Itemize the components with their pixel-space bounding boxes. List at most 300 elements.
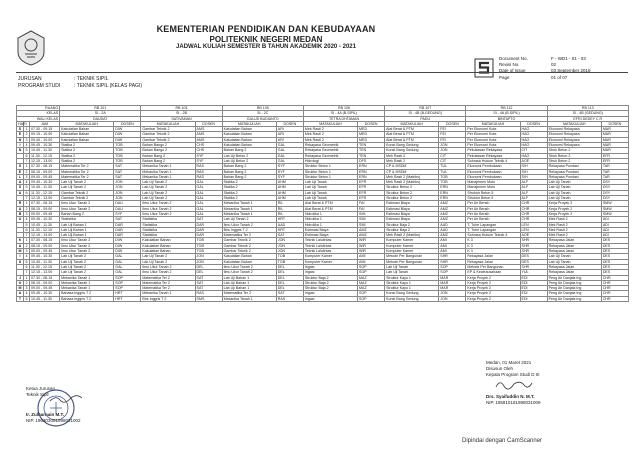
- period-number: 7: [24, 270, 30, 275]
- lecturer-cell: SIM: [358, 217, 385, 222]
- lecturer-cell: RIL: [276, 201, 303, 206]
- period-number: 4: [24, 143, 30, 148]
- lecturer-cell: SHR: [439, 254, 466, 259]
- lecturer-cell: RIL: [276, 211, 303, 216]
- lecturer-cell: TUL: [439, 164, 466, 169]
- course-cell: Kakulatian Bahan: [60, 137, 114, 142]
- course-cell: Mekanika Tanah 1: [60, 275, 114, 280]
- sign-right-dept: Kepala Program Studi D III: [486, 372, 540, 377]
- lecturer-cell: JON: [195, 254, 222, 259]
- header-cell: SI - 4A (B.SIPIL): [466, 111, 547, 116]
- course-cell: Lab Uji Beton 2: [222, 158, 276, 163]
- course-cell: Statika 2: [222, 196, 276, 201]
- header-cell: RB 104: [141, 106, 222, 111]
- lecturer-cell: HAO: [520, 153, 547, 158]
- course-cell: Rekayasa Jalan: [547, 249, 601, 254]
- lecturer-cell: FEI: [439, 132, 466, 137]
- time-slot: 08.15 - 09.00: [30, 243, 60, 248]
- course-cell: EP & Kewirausahaan: [466, 270, 520, 275]
- period-number: 6: [24, 153, 30, 158]
- lecturer-cell: JON: [114, 190, 141, 195]
- matakuliah-label: MATAKULIAH: [60, 121, 114, 126]
- lecturer-cell: ERN: [439, 185, 466, 190]
- lecturer-cell: RAS: [195, 291, 222, 296]
- header-cell: SI - 2B: [141, 111, 222, 116]
- course-cell: Per Air Bersih: [466, 217, 520, 222]
- lecturer-cell: AMS: [195, 137, 222, 142]
- period-number: 3: [24, 211, 30, 216]
- time-slot: 10.45 - 11.30: [30, 296, 60, 301]
- lecturer-cell: FEI: [439, 127, 466, 132]
- lecturer-cell: JON: [114, 196, 141, 201]
- lecturer-cell: DEL: [276, 275, 303, 280]
- lecturer-cell: EDI: [520, 291, 547, 296]
- lecturer-cell: SIM: [358, 222, 385, 227]
- course-cell: Gambar Teknik 2: [141, 137, 195, 142]
- lecturer-cell: DES: [520, 259, 547, 264]
- document-header: [66, 24, 466, 52]
- course-cell: Lab Uji Tanah: [385, 270, 439, 275]
- lecturer-cell: DAR: [114, 233, 141, 238]
- lecturer-cell: DIW: [114, 238, 141, 243]
- signature-block-left: [26, 386, 80, 424]
- lecturer-cell: EDI: [520, 286, 547, 291]
- time-slot: 11.30 - 12.15: [30, 190, 60, 195]
- course-cell: Kakulatian Bahan: [222, 127, 276, 132]
- course-cell: Kerja Proyek 2: [466, 291, 520, 296]
- lecturer-cell: MAR: [439, 286, 466, 291]
- period-number: 3: [24, 137, 30, 142]
- day-letter: T: [17, 296, 24, 301]
- header-cell: SI - 2A: [60, 111, 141, 116]
- course-cell: Kakulatian Bahan: [222, 143, 276, 148]
- sign-right-role: Disusun Oleh: [486, 366, 514, 371]
- course-cell: Struktur Baja 2: [303, 280, 357, 285]
- course-cell: Sohrasa Hukum Teknik 4: [466, 158, 520, 163]
- program-meta: [18, 76, 142, 90]
- lecturer-cell: TOB: [276, 259, 303, 264]
- lecturer-cell: SOP: [358, 264, 385, 269]
- time-slot: 12.15 - 13.00: [30, 233, 60, 238]
- lecturer-cell: DES: [520, 254, 547, 259]
- course-cell: Rekayasa Jalan: [547, 264, 601, 269]
- lecturer-cell: GAL: [276, 148, 303, 153]
- course-cell: Kakulatian Bahan: [222, 132, 276, 137]
- period-number: 3: [24, 249, 30, 254]
- day-letter: L: [17, 174, 24, 179]
- lecturer-cell: LEN: [520, 227, 547, 232]
- lecturer-cell: TOB: [439, 174, 466, 179]
- course-cell: Ekonomi Rekayasa: [547, 127, 601, 132]
- meta-key: PROGRAM STUDI: [18, 83, 61, 89]
- lecturer-cell: SYF: [276, 174, 303, 179]
- lecturer-cell: AMZ: [439, 201, 466, 206]
- time-slot: 09.45 - 10.30: [30, 291, 60, 296]
- lecturer-cell: EFR: [358, 180, 385, 185]
- lecturer-cell: GAL: [195, 211, 222, 216]
- course-cell: Alat Berat & PTM: [385, 127, 439, 132]
- day-letter: S: [17, 185, 24, 190]
- course-cell: Bahan Bangu 2: [141, 143, 195, 148]
- course-cell: Matematika Ter 2: [60, 174, 114, 179]
- lecturer-cell: GAL: [195, 185, 222, 190]
- course-cell: Mek Rasti 2: [547, 233, 601, 238]
- dosen-label: DOSEN: [276, 121, 303, 126]
- course-cell: Metode Per Bangunan: [385, 259, 439, 264]
- lecturer-cell: ERN: [358, 164, 385, 169]
- course-cell: Rekayasa Geometrik: [303, 148, 357, 153]
- lecturer-cell: MAR: [601, 143, 628, 148]
- lecturer-cell: SAT: [114, 217, 141, 222]
- course-cell: Kerja Proyek 2: [547, 211, 601, 216]
- period-number: 2: [24, 132, 30, 137]
- lecturer-cell: DIW: [114, 243, 141, 248]
- header-cell: TETRA DHTAMAN: [303, 116, 384, 121]
- lecturer-cell: HAO: [520, 127, 547, 132]
- doc-info-key: Revisi No.: [499, 62, 520, 68]
- course-cell: Kakulatian Bahan: [60, 127, 114, 132]
- course-cell: Lab Uji Bahan 1: [222, 286, 276, 291]
- lecturer-cell: AMI: [439, 238, 466, 243]
- course-cell: Kerja Proyek 2: [466, 280, 520, 285]
- lecturer-cell: CIT: [439, 153, 466, 158]
- meta-key: JURUSAN: [18, 76, 42, 82]
- period-number: 3: [24, 286, 30, 291]
- course-cell: Mek Rasti 2: [385, 158, 439, 163]
- lecturer-cell: SOP: [358, 296, 385, 301]
- course-cell: Matematika Ter 2: [60, 164, 114, 169]
- course-cell: Statika 2: [222, 180, 276, 185]
- course-cell: Lab Uji Tanah: [547, 185, 601, 190]
- lecturer-cell: AMZ: [439, 217, 466, 222]
- lecturer-cell: SOP: [439, 270, 466, 275]
- course-cell: Struktur Beton 5: [466, 196, 520, 201]
- lecturer-cell: DSY: [601, 185, 628, 190]
- course-cell: Per Ekonomi Kota: [466, 143, 520, 148]
- lecturer-cell: MAZ: [358, 286, 385, 291]
- course-cell: Matematika Ter 2: [222, 291, 276, 296]
- course-cell: Struktur Beton 1: [303, 174, 357, 179]
- lecturer-cell: WIR: [358, 243, 385, 248]
- matakuliah-label: MATAKULIAH: [466, 121, 520, 126]
- lecturer-cell: DAR: [195, 233, 222, 238]
- time-slot: 07.30 - 08.15: [30, 201, 60, 206]
- lecturer-cell: SAT: [114, 169, 141, 174]
- period-number: 1: [24, 201, 30, 206]
- day-letter: S: [17, 164, 24, 169]
- sign-right-date: Medan, 01 Maret 2021: [486, 360, 532, 365]
- header-cell: GALUD BUDIANTO: [222, 116, 303, 121]
- lecturer-cell: MED: [358, 132, 385, 137]
- lecturer-cell: RAS: [195, 164, 222, 169]
- course-cell: Kerja Proyek 2: [466, 296, 520, 301]
- lecturer-cell: MAR: [439, 280, 466, 285]
- course-cell: Struktur Kayu 1: [385, 275, 439, 280]
- header-cell: EFRI DEDEY C.R: [547, 116, 628, 121]
- lecturer-cell: SHR: [520, 249, 547, 254]
- lecturer-cell: EDI: [520, 296, 547, 301]
- lecturer-cell: MAZ: [358, 275, 385, 280]
- lecturer-cell: CHR: [601, 291, 628, 296]
- course-cell: Lab Uji Tanah 2: [141, 185, 195, 190]
- lecturer-cell: DAR: [114, 222, 141, 227]
- lecturer-cell: SOP: [358, 270, 385, 275]
- lecturer-cell: WIR: [358, 249, 385, 254]
- course-cell: Bahan Bang 2: [222, 148, 276, 153]
- day-letter: A: [17, 180, 24, 185]
- schedule-table: [16, 105, 629, 302]
- lecturer-cell: JON: [439, 148, 466, 153]
- course-cell: Estimasi Biaya: [385, 211, 439, 216]
- lecturer-cell: SAT: [195, 217, 222, 222]
- lecturer-cell: CHR: [520, 206, 547, 211]
- course-cell: Struk Beton 2: [547, 153, 601, 158]
- lecturer-cell: MAR: [601, 132, 628, 137]
- course-cell: Lab Uji Tanah: [547, 196, 601, 201]
- lecturer-cell: MAZ: [358, 280, 385, 285]
- lecturer-cell: ADI: [601, 227, 628, 232]
- time-slot: 09.00 - 09.45: [30, 174, 60, 179]
- sign-left-nip: NIP. 196303081998031002: [26, 418, 81, 423]
- course-cell: Kerja Proyek 2: [466, 275, 520, 280]
- lecturer-cell: AOE: [520, 233, 547, 238]
- lecturer-cell: DIW: [114, 132, 141, 137]
- lecturer-cell: SAT: [114, 174, 141, 179]
- course-cell: Lab Uji Tanah 2: [141, 259, 195, 264]
- lecturer-cell: DEL: [276, 280, 303, 285]
- course-cell: Gambar Teknik 2: [222, 238, 276, 243]
- lecturer-cell: GAL: [195, 201, 222, 206]
- course-cell: Peng Air Danjala Ing: [547, 286, 601, 291]
- polmed-logo-icon: [16, 30, 46, 66]
- lecturer-cell: ADI: [601, 222, 628, 227]
- lecturer-cell: SYF: [276, 169, 303, 174]
- course-cell: Rekayasa Jalan: [466, 259, 520, 264]
- course-cell: Matematika Ter 2: [141, 286, 195, 291]
- period-number: 3: [24, 174, 30, 179]
- time-slot: 10.45 - 11.30: [30, 185, 60, 190]
- header-label: KELAS: [17, 111, 60, 116]
- course-cell: Kakulatian Bahan: [141, 238, 195, 243]
- course-cell: Rekayasa Jalan: [547, 270, 601, 275]
- lecturer-cell: SOP: [114, 286, 141, 291]
- time-slot: 09.45 - 10.30: [30, 180, 60, 185]
- course-cell: Kerja Proyek 2: [547, 201, 601, 206]
- course-cell: Bahan Bang 2: [60, 211, 114, 216]
- lecturer-cell: TAR: [601, 169, 628, 174]
- lecturer-cell: RAS: [276, 296, 303, 301]
- course-cell: Komputer Kamer: [385, 238, 439, 243]
- lecturer-cell: JON: [439, 296, 466, 301]
- course-cell: Ekonomi Pembukaan: [466, 169, 520, 174]
- course-cell: Struktur Baja 2: [385, 227, 439, 232]
- lecturer-cell: AHM: [276, 196, 303, 201]
- lecturer-cell: GAL: [276, 143, 303, 148]
- course-cell: Peng Air Danjala Ing: [547, 296, 601, 301]
- lecturer-cell: ALF: [520, 185, 547, 190]
- lecturer-cell: DEL: [195, 264, 222, 269]
- header-cell: PADU: [385, 116, 466, 121]
- lecturer-cell: AHM: [276, 190, 303, 195]
- lecturer-cell: SAT: [276, 233, 303, 238]
- header-cell: RB 113: [547, 106, 628, 111]
- course-cell: Statistika: [141, 222, 195, 227]
- time-slot: 10.45 - 11.30: [30, 259, 60, 264]
- period-number: 4: [24, 180, 30, 185]
- course-cell: Manajemen Mutu: [466, 180, 520, 185]
- course-cell: Mekanika Tanah 1: [222, 201, 276, 206]
- course-cell: Rekayasa Geometrik: [303, 153, 357, 158]
- lecturer-cell: TOB: [195, 249, 222, 254]
- time-slot: 12.15 - 13.00: [30, 196, 60, 201]
- lecturer-cell: SMW: [601, 211, 628, 216]
- course-cell: Mekanika Tanah 1: [141, 169, 195, 174]
- course-cell: Teknik Lalulintas: [303, 238, 357, 243]
- course-cell: Konst Bang Gedung: [385, 143, 439, 148]
- course-cell: Ilmu Ukur Tanah 2: [60, 238, 114, 243]
- lecturer-cell: HRT: [114, 296, 141, 301]
- lecturer-cell: RAS: [195, 174, 222, 179]
- lecturer-cell: ADI: [601, 233, 628, 238]
- lecturer-cell: DAU: [114, 206, 141, 211]
- day-letter: A: [17, 206, 24, 211]
- course-cell: Struktur Kayu 1: [385, 280, 439, 285]
- course-cell: Ilmu Ukur Tanah 2: [141, 264, 195, 269]
- period-number: 7: [24, 158, 30, 163]
- header-cell: SI - 4B (B.GEDUNG): [385, 111, 466, 116]
- course-cell: Alat Berat & PTM: [385, 137, 439, 142]
- lecturer-cell: ARI: [276, 137, 303, 142]
- course-cell: Mek Rasti 2: [547, 222, 601, 227]
- lecturer-cell: AMS: [195, 132, 222, 137]
- course-cell: Gambar Teknik 2: [141, 127, 195, 132]
- course-cell: Struktur Beton 2: [385, 196, 439, 201]
- lecturer-cell: DES: [601, 238, 628, 243]
- time-slot: 11.30 - 12.15: [30, 264, 60, 269]
- course-cell: Peng Air Danjala Ing: [547, 291, 601, 296]
- lecturer-cell: HAO: [520, 143, 547, 148]
- lecturer-cell: AMI: [358, 254, 385, 259]
- day-letter: A: [17, 291, 24, 296]
- course-cell: Alat Berat & PTM: [385, 132, 439, 137]
- course-cell: Kerja Proyek 2: [547, 206, 601, 211]
- course-cell: Pekukasan Rekayasa: [466, 153, 520, 158]
- course-cell: Lab Uji Tanah: [303, 196, 357, 201]
- lecturer-cell: SOP: [439, 264, 466, 269]
- course-cell: Estimasi Biaya: [303, 227, 357, 232]
- camscanner-watermark: Dipindai dengan CamScanner: [462, 438, 543, 444]
- lecturer-cell: DES: [601, 249, 628, 254]
- lecturer-cell: EFR: [358, 185, 385, 190]
- lecturer-cell: AMI: [439, 243, 466, 248]
- lecturer-cell: ARI: [276, 127, 303, 132]
- period-number: 1: [24, 164, 30, 169]
- lecturer-cell: SAT: [195, 275, 222, 280]
- course-cell: Ilmu Ukur Tanah 2: [141, 201, 195, 206]
- course-cell: Lab Uji Tanah: [303, 180, 357, 185]
- lecturer-cell: TUL: [439, 169, 466, 174]
- course-cell: Bahasa Inggris T 2: [60, 291, 114, 296]
- course-cell: Gambar Teknik 2: [141, 132, 195, 137]
- course-cell: Kerja Proyek 2: [466, 286, 520, 291]
- lecturer-cell: GAL: [114, 270, 141, 275]
- course-cell: Irigasi: [303, 270, 357, 275]
- lecturer-cell: JON: [276, 238, 303, 243]
- course-cell: Ilmu Ukur Tanah 2: [60, 201, 114, 206]
- lecturer-cell: DIW: [114, 249, 141, 254]
- course-cell: Struktur Beton 1: [303, 169, 357, 174]
- lecturer-cell: ALF: [520, 196, 547, 201]
- day-letter: I: [17, 143, 24, 148]
- lecturer-cell: DAU: [114, 201, 141, 206]
- lecturer-cell: ARI: [276, 132, 303, 137]
- lecturer-cell: JON: [276, 249, 303, 254]
- matakuliah-label: MATAKULIAH: [222, 121, 276, 126]
- lecturer-cell: CHR: [601, 286, 628, 291]
- lecturer-cell: DES: [601, 259, 628, 264]
- lecturer-cell: MAR: [601, 127, 628, 132]
- course-cell: Lab Uji Bahan 1: [222, 275, 276, 280]
- course-cell: Lab Uji Tanah 2: [60, 180, 114, 185]
- course-cell: Ilmu Ukur Tanah 2: [141, 206, 195, 211]
- s-emblem-icon: [474, 58, 494, 78]
- header-cell: RB 106: [303, 106, 384, 111]
- jam-label: JAM: [30, 121, 60, 126]
- course-cell: Ekonomi Rekayasa: [547, 132, 601, 137]
- course-cell: Pekukasan Rekayasa: [466, 148, 520, 153]
- course-cell: Statika 2: [222, 190, 276, 195]
- course-cell: Matematika Ter 2: [60, 169, 114, 174]
- lecturer-cell: AHM: [276, 185, 303, 190]
- lecturer-cell: RAS: [195, 169, 222, 174]
- time-slot: 07.30 - 08.15: [30, 238, 60, 243]
- lecturer-cell: TAR: [601, 174, 628, 179]
- course-cell: Ilmu Ukur Tanah 2: [60, 243, 114, 248]
- header-label: RUANG: [17, 106, 60, 111]
- course-cell: Ekonomi Rekayasa: [547, 137, 601, 142]
- lecturer-cell: EFR: [601, 158, 628, 163]
- course-cell: Struktur Kayu 1: [385, 286, 439, 291]
- time-slot: 11.30 - 12.15: [30, 227, 60, 232]
- course-cell: Metode Per Bangunan: [385, 254, 439, 259]
- lecturer-cell: FAI: [358, 201, 385, 206]
- course-cell: Ilmu Ukur Tanah 2: [222, 270, 276, 275]
- lecturer-cell: JON: [276, 243, 303, 248]
- course-cell: Lab Uji Tanah 2: [60, 259, 114, 264]
- lecturer-cell: MED: [358, 137, 385, 142]
- lecturer-cell: SOP: [358, 291, 385, 296]
- lecturer-cell: DAR: [114, 227, 141, 232]
- lecturer-cell: GAL: [195, 190, 222, 195]
- course-cell: Lab Uji Tanah: [547, 254, 601, 259]
- period-number: 4: [24, 254, 30, 259]
- lecturer-cell: CHR: [520, 217, 547, 222]
- time-slot: 09.45 - 10.30: [30, 143, 60, 148]
- period-number: 5: [24, 259, 30, 264]
- course-cell: CP & MSDM: [385, 164, 439, 169]
- header-label: WALI KELAS: [17, 116, 60, 121]
- lecturer-cell: ERN: [358, 174, 385, 179]
- course-cell: Lab Uji Tanah: [303, 185, 357, 190]
- course-cell: Konst Bang Gedung: [385, 291, 439, 296]
- sign-left-role: Ketua Jurusan: [26, 386, 56, 391]
- lecturer-cell: MAR: [601, 148, 628, 153]
- day-letter: U: [17, 280, 24, 285]
- lecturer-cell: AMZ: [439, 211, 466, 216]
- course-cell: Lab Uji Tanah 2: [60, 270, 114, 275]
- course-cell: Metode Per Bangunan: [466, 264, 520, 269]
- lecturer-cell: YUL: [520, 270, 547, 275]
